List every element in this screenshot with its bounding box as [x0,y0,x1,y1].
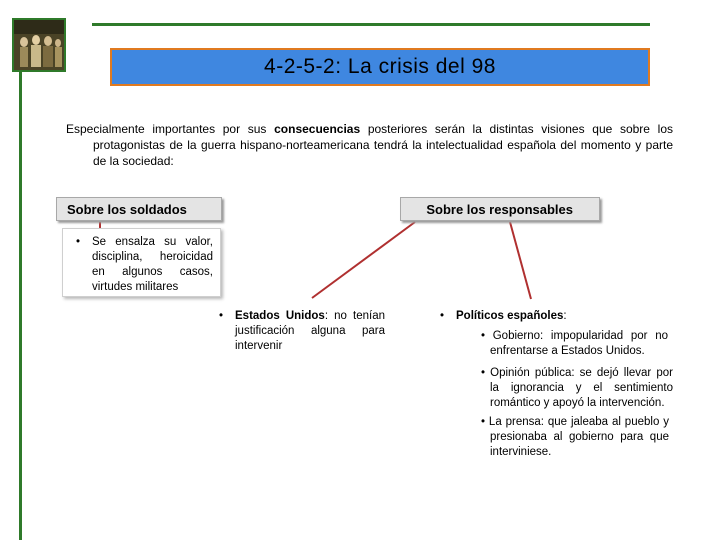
intro-bold-keyword: consecuencias [274,122,361,136]
eeuu-heading: Estados Unidos [235,310,325,322]
eeuu-block [219,309,385,354]
eeuu-description: : no tenían justificación alguna para intervenir [235,310,386,352]
politicos-heading-colon: : [563,310,567,322]
connector-line-politicos [510,222,531,299]
soldados-list-item [76,235,213,295]
intro-paragraph [66,121,673,169]
label-sobre-responsables: Sobre los responsables [400,197,600,221]
eeuu-list-item [219,309,385,354]
intro-text-start: Especialmente importantes por sus [66,122,275,136]
painting-thumbnail-icon [12,18,66,72]
politicos-subitem-opinion-publica: • Opinión pública: se dejó llevar por la ignorancia y el sentimiento romántico y apoyó la intervención. [481,367,673,409]
slide-title-box [110,48,650,86]
intro-text-end: posteriores serán la distintas visiones que sobre los protagonistas de la guerra hispano-norteamericana tendrá la intelectualidad española del momento y parte de la sociedad: [93,122,673,168]
politicos-list-item [440,309,680,324]
label-sobre-soldados: Sobre los soldados [56,197,222,221]
bullet-glyph: • [219,310,224,322]
slide-title: 4-2-5-2: La crisis del 98 [264,55,496,78]
soldados-text: Se ensalza su valor, disciplina, heroicidad en algunos casos, virtudes militares [92,236,213,293]
bullet-glyph: • [76,236,81,248]
bullet-glyph: • [440,310,445,322]
politicos-heading [456,309,680,324]
green-vertical-rule [19,60,22,540]
green-horizontal-rule [92,23,650,26]
politicos-subitem-gobierno: • Gobierno: impopularidad por no enfrentarse a Estados Unidos. [481,330,668,357]
connector-line-eeuu [312,222,415,298]
soldados-card [62,228,221,297]
eeuu-text [235,309,385,354]
politicos-heading-block [440,309,680,324]
politicos-subitem-prensa: • La prensa: que jaleaba al pueblo y presionaba al gobierno para que interviniese. [481,416,669,458]
politicos-heading-bold: Políticos españoles [456,310,564,322]
